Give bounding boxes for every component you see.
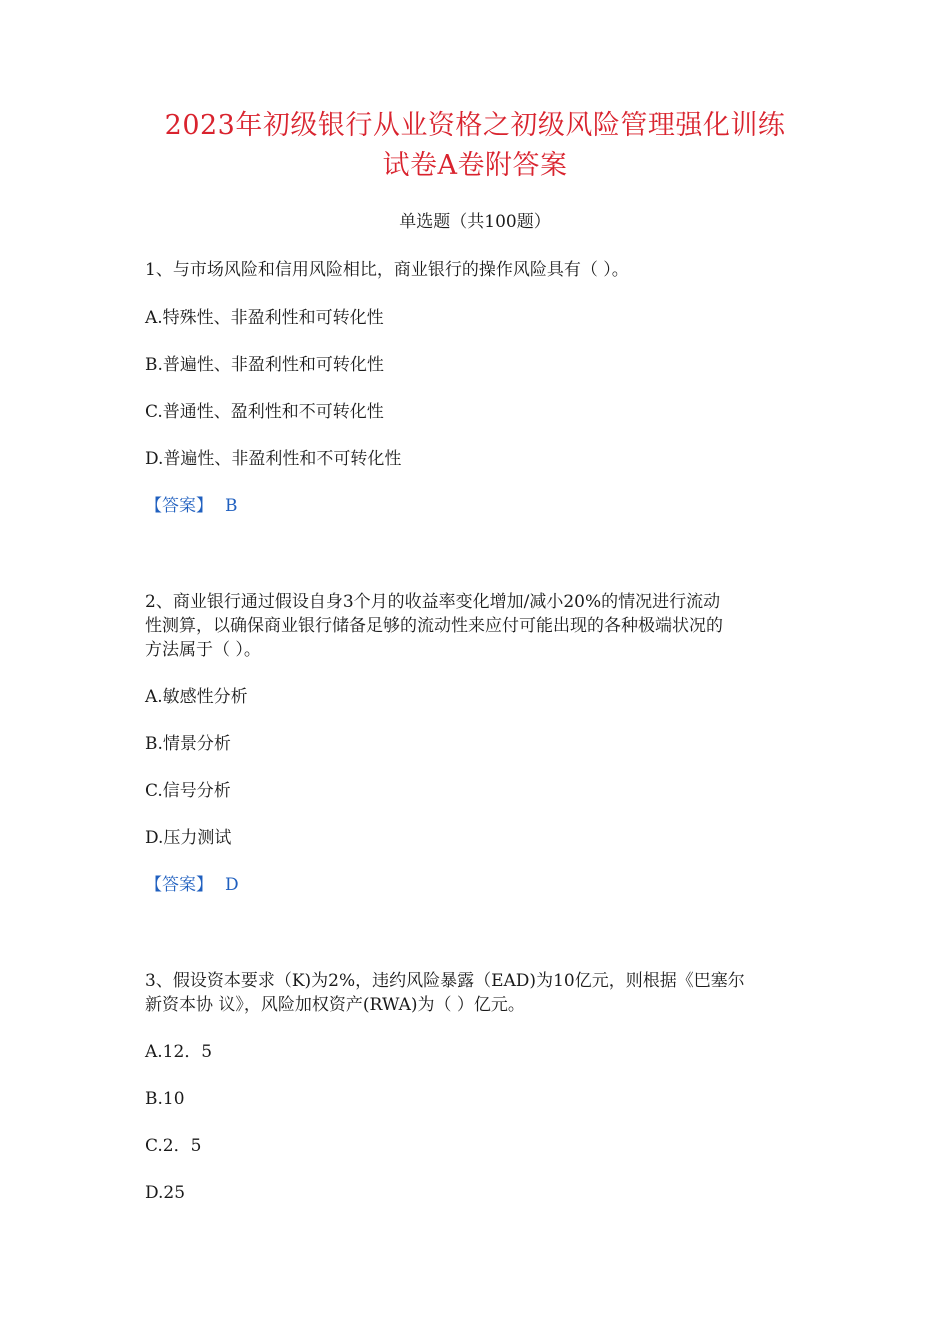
question-2-option-d: D.压力测试 <box>145 828 232 848</box>
question-2-answer <box>145 871 810 899</box>
question-3-option-c: C.2．5 <box>145 1136 202 1156</box>
question-1-answer <box>145 492 810 520</box>
question-2-option-c: C.信号分析 <box>145 781 231 801</box>
question-1-stem-line-1: 1、与市场风险和信用风险相比，商业银行的操作风险具有（ ）。 <box>145 260 629 280</box>
question-3-stem-line-1: 3、假设资本要求（K)为2%，违约风险暴露（EAD)为10亿元，则根据《巴塞尔 <box>145 971 745 991</box>
question-2-stem-line-1: 2、商业银行通过假设自身3个月的收益率变化增加/减小20%的情况进行流动 <box>145 592 721 612</box>
title-line-1: 2023年初级银行从业资格之初级风险管理强化训练 <box>164 110 786 141</box>
question-2-option-b: B.情景分析 <box>145 734 231 754</box>
answer-value: B <box>225 496 238 516</box>
question-2-option-a: A.敏感性分析 <box>145 687 248 707</box>
question-1-option-d: D.普遍性、非盈利性和不可转化性 <box>145 449 402 469</box>
question-3-option-b: B.10 <box>145 1089 185 1109</box>
answer-value: D <box>225 875 239 895</box>
section-heading: 单选题（共100题） <box>399 212 551 232</box>
question-1-option-a: A.特殊性、非盈利性和可转化性 <box>145 308 384 328</box>
question-3-option-a: A.12．5 <box>145 1042 213 1062</box>
document-title <box>100 106 850 186</box>
question-1-option-c: C.普通性、盈利性和不可转化性 <box>145 402 384 422</box>
question-2-stem-line-3: 方法属于（ ）。 <box>145 640 261 660</box>
question-3-option-d: D.25 <box>145 1183 186 1203</box>
title-line-2: 试卷A卷附答案 <box>382 150 568 181</box>
question-1-option-b: B.普遍性、非盈利性和可转化性 <box>145 355 384 375</box>
question-3-stem-line-2: 新资本协 议》，风险加权资产(RWA)为（ ）亿元。 <box>145 995 525 1015</box>
answer-label: 【答案】 <box>145 496 213 516</box>
answer-label: 【答案】 <box>145 875 213 895</box>
question-2-stem-line-2: 性测算，以确保商业银行储备足够的流动性来应付可能出现的各种极端状况的 <box>145 616 723 636</box>
